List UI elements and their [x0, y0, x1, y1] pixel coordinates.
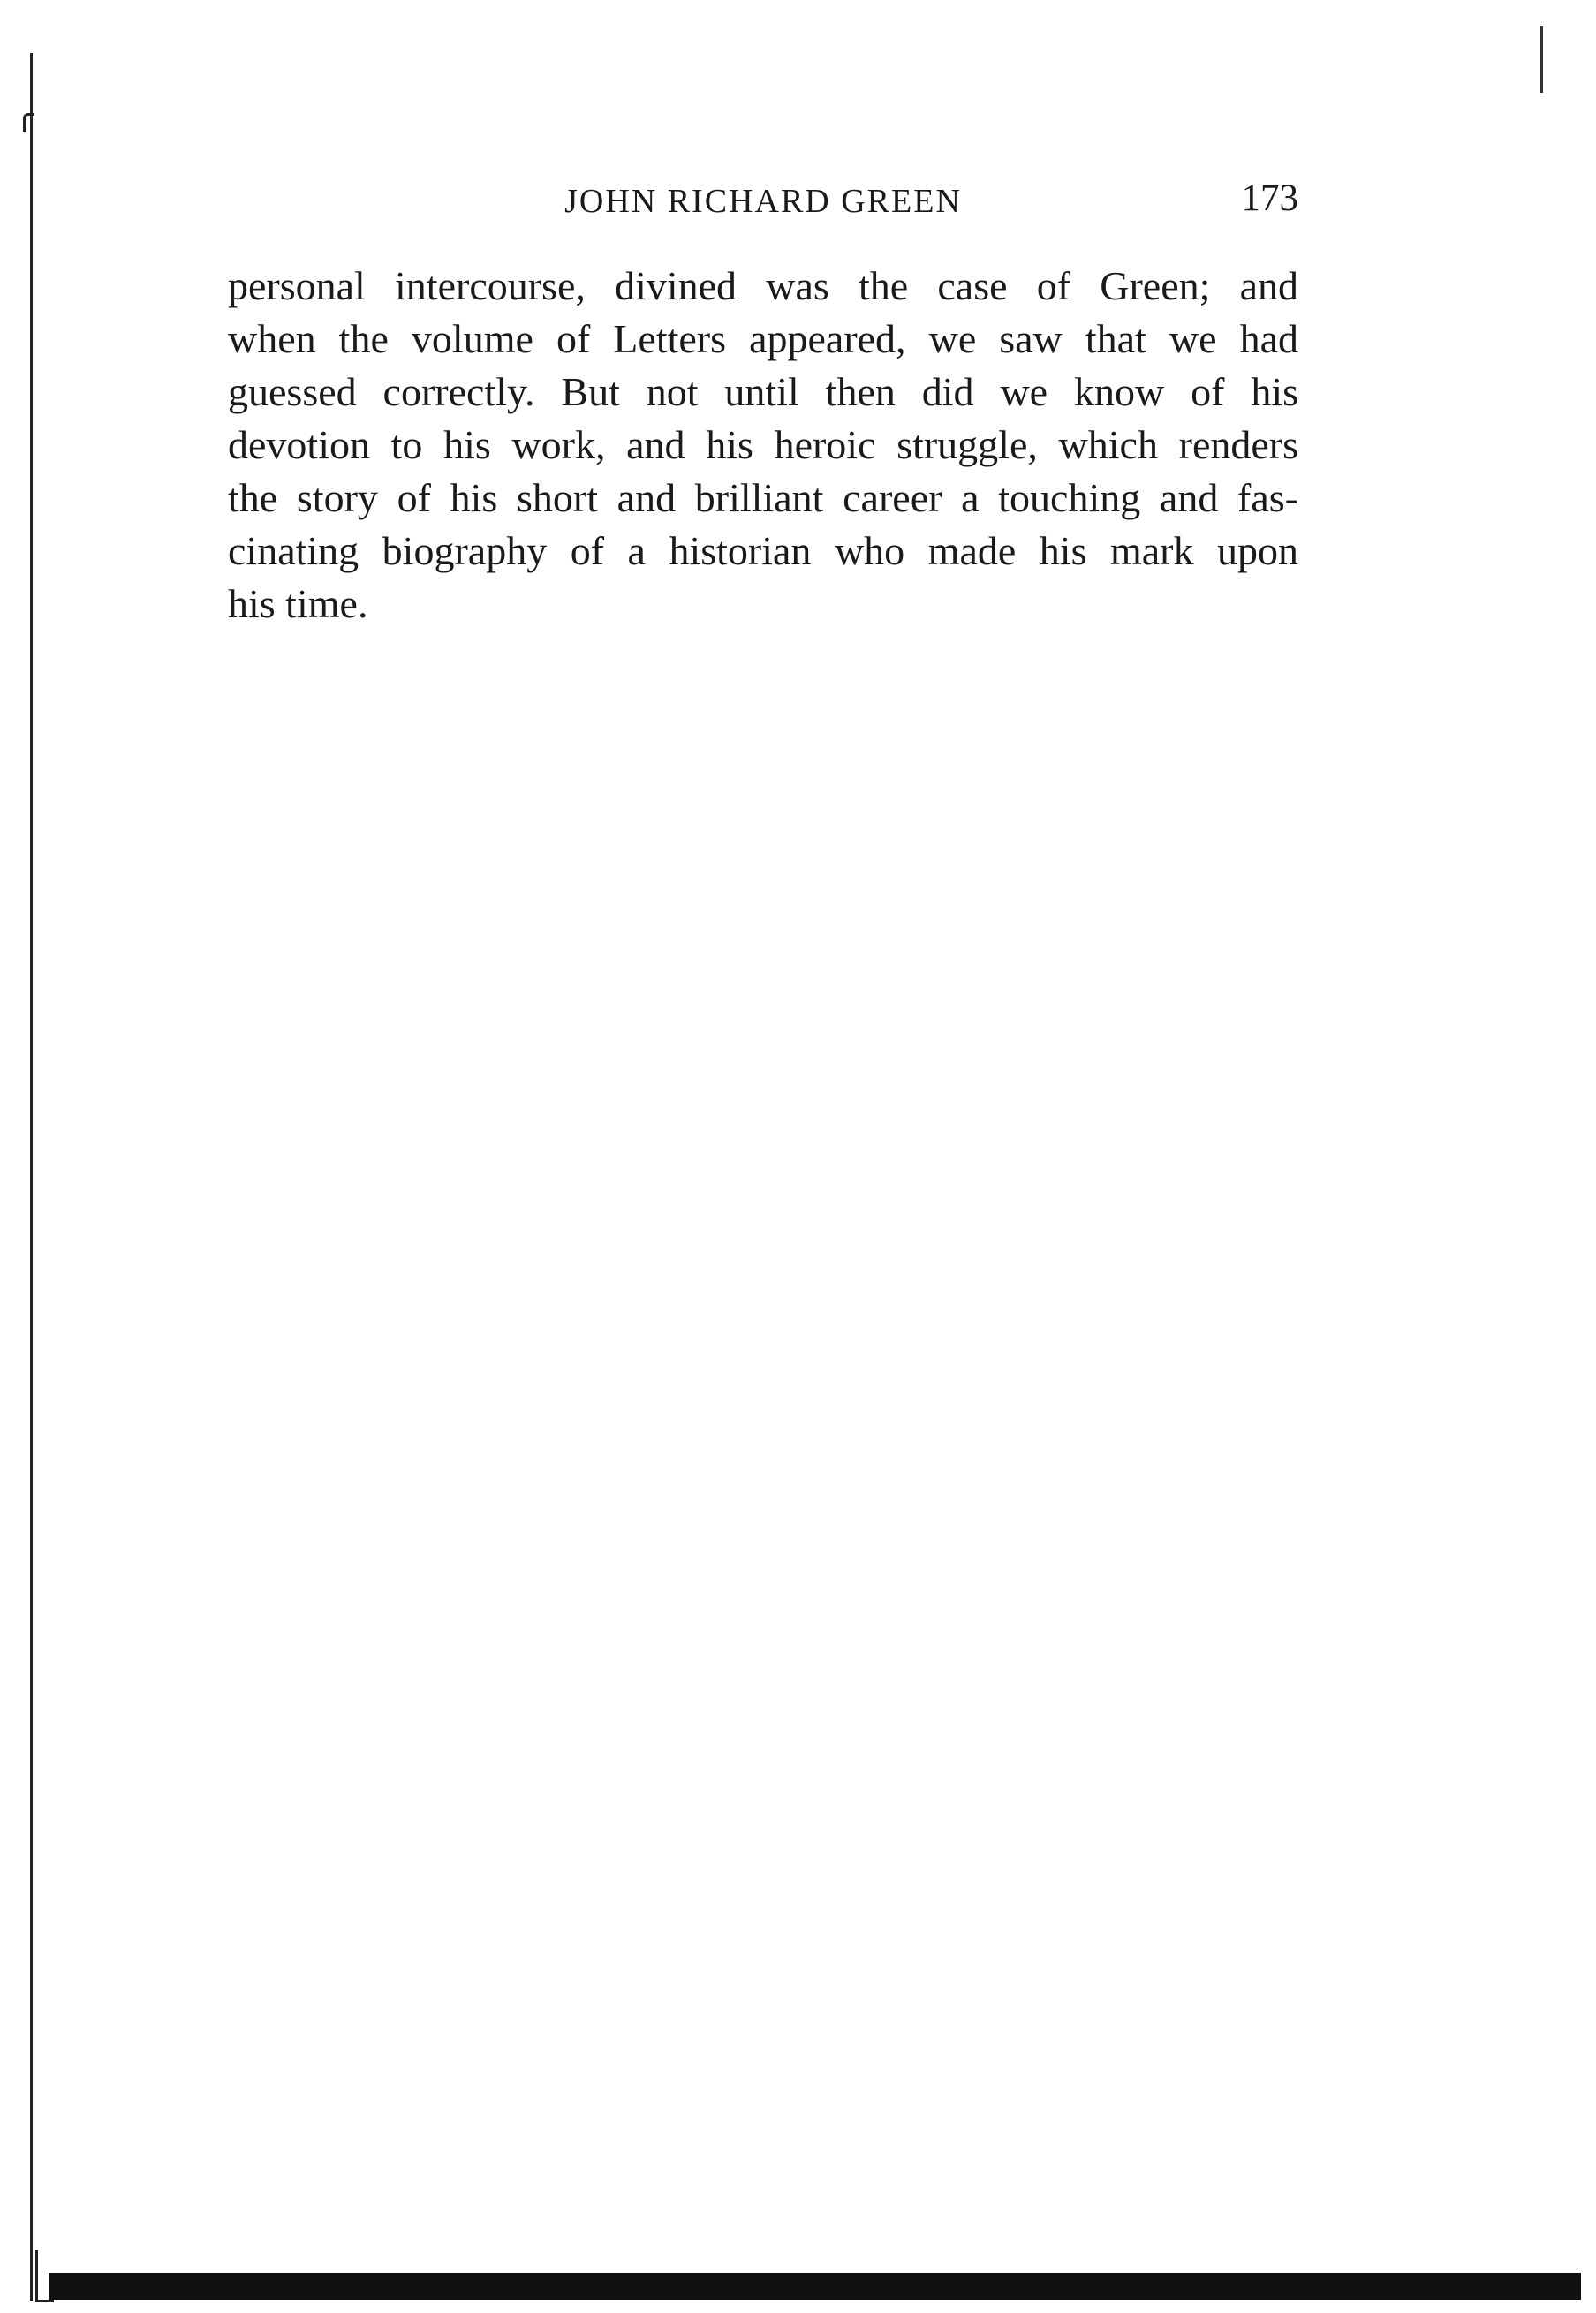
text-line: personal intercourse, divined was the case of Green; and [228, 263, 1298, 308]
body-paragraph [228, 260, 1298, 631]
running-head [228, 173, 1298, 226]
bottom-edge-bar [49, 2273, 1581, 2300]
text-line: cinating biography of a historian who made his mark upon [228, 528, 1298, 573]
binding-edge-notch [23, 113, 34, 132]
binding-edge-line [30, 53, 33, 2301]
text-line: his time. [228, 581, 368, 626]
scan-mark [1540, 26, 1543, 93]
text-line: the story of his short and brilliant career a touching and fas- [228, 475, 1298, 520]
page-number: 173 [1241, 178, 1298, 219]
text-line: when the volume of Letters appeared, we saw that we had [228, 316, 1298, 361]
text-line: guessed correctly. But not until then did we know of his [228, 369, 1298, 414]
text-line: devotion to his work, and his heroic struggle, which renders [228, 422, 1298, 467]
running-title: JOHN RICHARD GREEN [564, 183, 962, 220]
